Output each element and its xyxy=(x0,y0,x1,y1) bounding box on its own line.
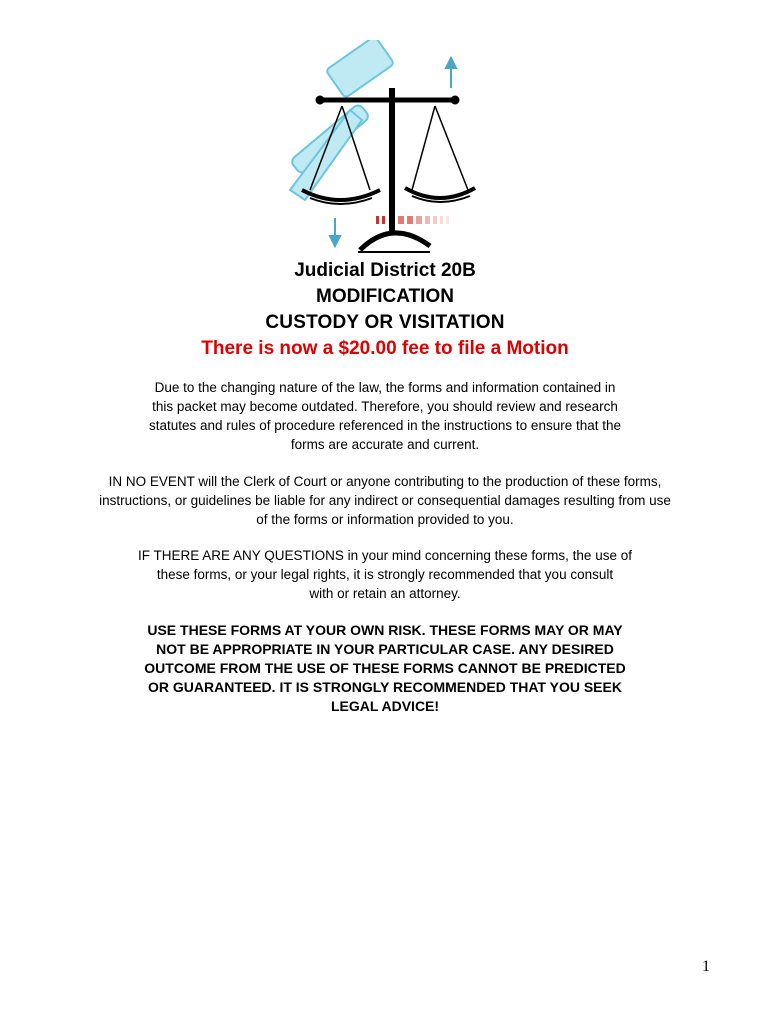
risk-warning-paragraph xyxy=(0,621,770,716)
modification-title: MODIFICATION xyxy=(316,286,454,307)
down-arrow-icon xyxy=(330,218,340,246)
text-line: instructions, or guidelines be liable for any indirect or consequential damages resulting from use xyxy=(99,493,671,508)
up-arrow-icon xyxy=(446,58,456,88)
scales-of-justice-logo xyxy=(280,40,480,260)
text-line: of the forms or information provided to you. xyxy=(256,512,514,527)
outdated-notice-paragraph xyxy=(0,378,770,454)
text-line: these forms, or your legal rights, it is strongly recommended that you consult xyxy=(156,567,614,582)
text-line: with or retain an attorney. xyxy=(309,586,461,601)
district-title: Judicial District 20B xyxy=(294,260,476,281)
fee-notice: There is now a $20.00 fee to file a Motion xyxy=(201,338,569,359)
liability-paragraph xyxy=(0,472,770,529)
text-line: forms are accurate and current. xyxy=(290,437,480,452)
text-line: OR GUARANTEED. IT IS STRONGLY RECOMMENDED THAT YOU SEEK xyxy=(148,679,622,695)
questions-paragraph xyxy=(0,546,770,603)
text-line: statutes and rules of procedure referenced in the instructions to ensure that the xyxy=(148,418,622,433)
text-line: LEGAL ADVICE! xyxy=(330,698,440,714)
decorative-bars xyxy=(376,216,449,224)
scales-icon xyxy=(302,88,475,252)
text-line: USE THESE FORMS AT YOUR OWN RISK. THESE FORMS MAY OR MAY xyxy=(147,622,623,638)
page-number: 1 xyxy=(702,958,710,975)
text-line: this packet may become outdated. Therefore, you should review and research xyxy=(152,399,618,414)
title-block xyxy=(0,258,770,362)
text-line: IN NO EVENT will the Clerk of Court or anyone contributing to the production of these forms, xyxy=(108,474,662,489)
text-line: OUTCOME FROM THE USE OF THESE FORMS CANNOT BE PREDICTED xyxy=(144,660,626,676)
text-line: NOT BE APPROPRIATE IN YOUR PARTICULAR CASE. ANY DESIRED xyxy=(156,641,614,657)
gavel-icon xyxy=(290,40,395,200)
text-line: Due to the changing nature of the law, the forms and information contained in xyxy=(154,380,616,395)
custody-title: CUSTODY OR VISITATION xyxy=(265,312,505,333)
text-line: IF THERE ARE ANY QUESTIONS in your mind concerning these forms, the use of xyxy=(138,548,632,563)
